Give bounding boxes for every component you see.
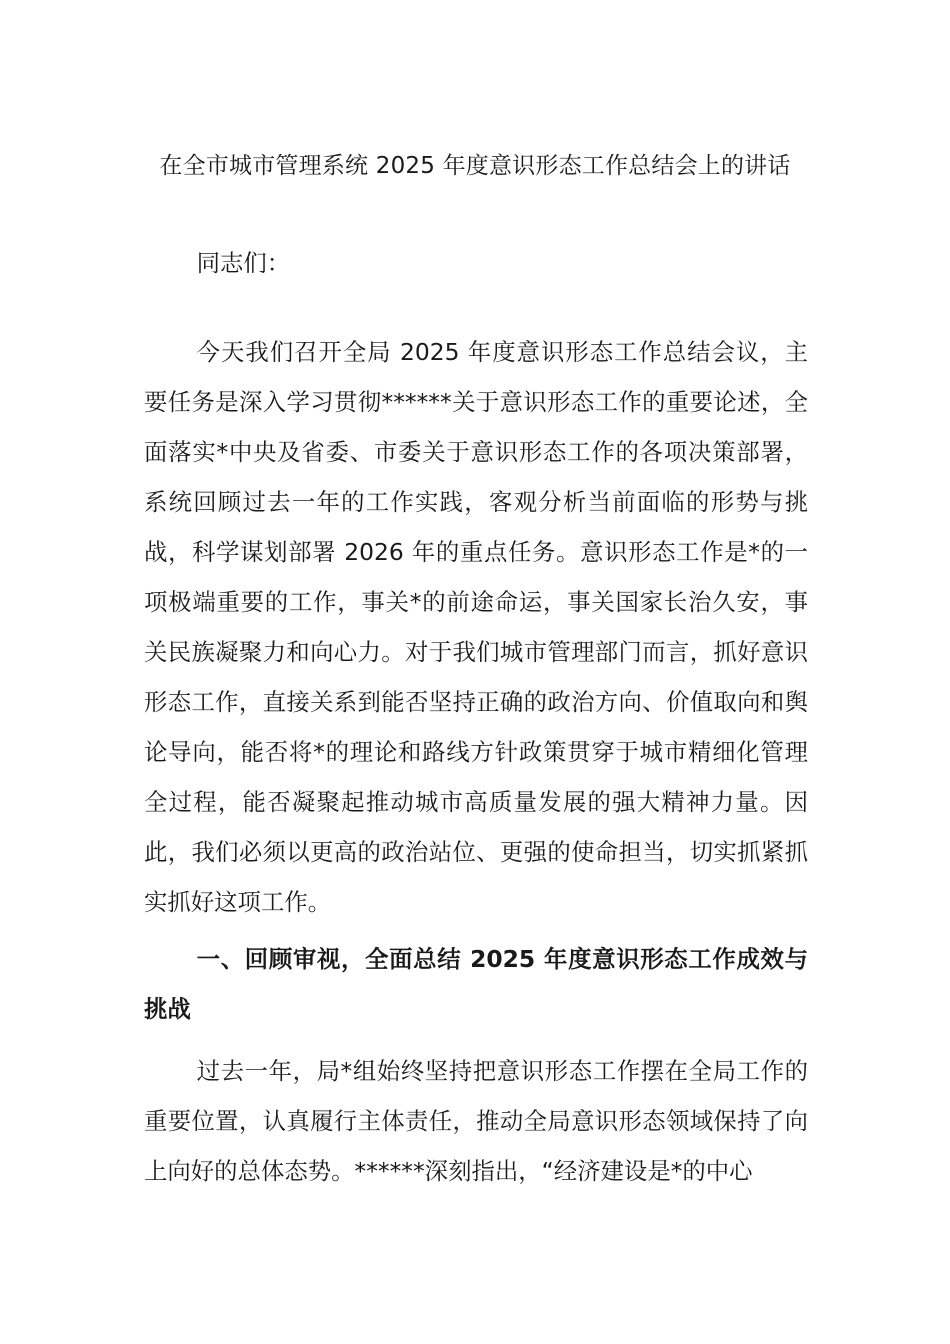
intro-paragraph: 今天我们召开全局 2025 年度意识形态工作总结会议，主要任务是深入学习贯彻******关于意识形态工作的重要论述，全面落实*中央及省委、市委关于意识形态工作的各项决策部署，系统回顾过去一年的工作实践，客观分析当前面临的形势与挑战，科学谋划部署 2026 年的重点任务。意识形态工作是*的一项极端重要的工作，事关*的前途命运，事关国家长治久安，事关民族凝聚力和向心力。对于我们城市管理部门而言，抓好意识形态工作，直接关系到能否坚持正确的政治方向、价值取向和舆论导向，能否将*的理论和路线方针政策贯穿于城市精细化管理全过程，能否凝聚起推动城市高质量发展的强大精神力量。因此，我们必须以更高的政治站位、更强的使命担当，切实抓紧抓实抓好这项工作。: [144, 338, 808, 916]
document-title: 在全市城市管理系统 2025 年度意识形态工作总结会上的讲话: [159, 153, 791, 179]
section-paragraph: 过去一年，局*组始终坚持把意识形态工作摆在全局工作的重要位置，认真履行主体责任，推动全局意识形态领域保持了向上向好的总体态势。******深刻指出，“经济建设是*的中心: [144, 1057, 808, 1185]
section-heading: 一、回顾审视，全面总结 2025 年度意识形态工作成效与挑战: [144, 945, 808, 1023]
greeting: 同志们：: [196, 249, 291, 277]
